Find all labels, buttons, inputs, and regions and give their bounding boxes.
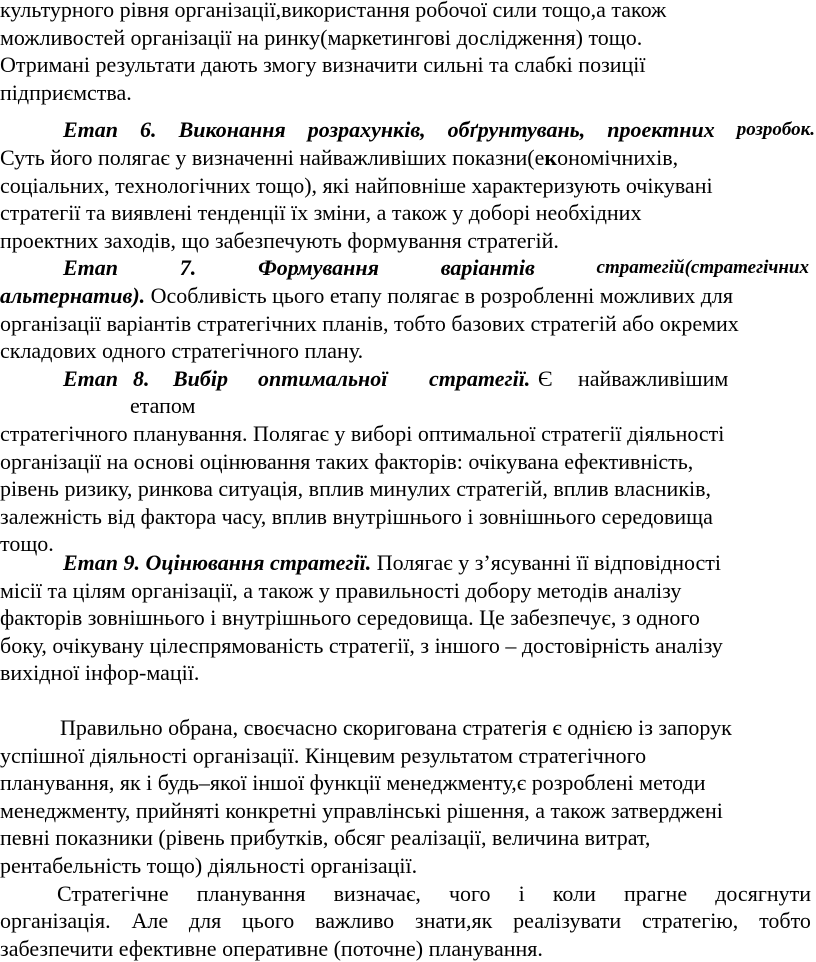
stage7-line-2 — [0, 282, 733, 309]
stage7-line-4: складових одного стратегічного плану. — [0, 338, 364, 363]
stage9-line-1 — [63, 549, 721, 576]
stage9-heading: Етап 9. Оцінювання стратегії. — [63, 550, 372, 575]
final-word: чого — [448, 881, 491, 906]
stage7-line-3: організації варіантів стратегічних планів, тобто базових стратегій або окремих — [0, 311, 739, 336]
stage7-text: Особливість цього етапу полягає в розробленні можливих для — [145, 283, 734, 308]
final-word: для — [188, 908, 222, 933]
final-word: визначає, — [333, 881, 421, 906]
stage8-word: Етап — [63, 366, 119, 391]
stage9-line-5: вихідної інфор-мації. — [0, 660, 200, 685]
final-word: і — [518, 881, 525, 906]
stage6-text-bold: к — [544, 145, 558, 170]
final-word: прагне — [623, 881, 688, 906]
stage8-line-5: рівень ризику, ринкова ситуація, вплив минулих стратегій, вплив власників, — [0, 476, 712, 501]
stage8-word: Вибір — [173, 366, 228, 391]
stage8-word: оптимальної — [258, 366, 388, 391]
stage6-word: Етап — [63, 117, 119, 142]
final-word: коли — [552, 881, 596, 906]
stage8-word: 8. — [133, 366, 150, 391]
intro-line-4: підприємства. — [0, 80, 132, 105]
final-word: Але — [131, 908, 169, 933]
final-line-1 — [57, 880, 811, 907]
stage8-word: Є — [538, 366, 553, 391]
final-word: реалізувати — [513, 908, 622, 933]
conclusion-line-4: менеджменту, прийняті конкретні управлінські рішення, а також затверджені — [0, 798, 723, 823]
final-word: планування — [196, 881, 306, 906]
final-word: важливо — [315, 908, 395, 933]
stage6-word: Виконання — [178, 117, 286, 142]
final-line-2 — [0, 907, 811, 934]
stage6-line-4: стратегії та виявлені тенденції їх зміни, а також у доборі необхідних — [0, 200, 642, 225]
intro-line-3: Отримані результати дають змогу визначити сильні та слабкі позиції — [0, 52, 646, 77]
stage8-line-6: залежність від фактора часу, вплив внутрішнього і зовнішнього середовища — [0, 504, 713, 529]
conclusion-line-5: певні показники (рівень прибутків, обсяг реалізації, величина витрат, — [0, 825, 651, 850]
final-word: тобто — [759, 908, 811, 933]
stage8-line-2: етапом — [130, 393, 196, 418]
conclusion-line-1: Правильно обрана, своєчасно скоригована стратегія є однією із запорук — [60, 715, 732, 740]
stage6-text: Суть його полягає у визначенні найважливіших показни(е — [0, 145, 545, 170]
stage9-text: Полягає у з’ясуванні її відповідності — [371, 550, 722, 575]
stage7-heading — [63, 254, 809, 281]
stage8-line-3: стратегічного планування. Полягає у виборі оптимальної стратегії діяльності — [0, 421, 725, 446]
stage8-line-4: організації на основі оцінювання таких факторів: очікувана ефективність, — [0, 449, 694, 474]
stage9-line-2: місії та цілям організації, а також у правильності добору методів аналізу — [0, 578, 682, 603]
final-word: організація. — [0, 908, 111, 933]
final-line-3: забезпечити ефективне оперативне (поточне) планування. — [0, 936, 543, 961]
stage6-word: розробок. — [736, 119, 815, 140]
stage6-line-2 — [0, 144, 678, 171]
stage6-line-5: проектних заходів, що забезпечують формування стратегій. — [0, 228, 559, 253]
stage6-word: 6. — [140, 117, 157, 142]
stage7-word: Формування — [258, 255, 379, 280]
stage6-word: розрахунків, — [307, 117, 426, 142]
stage7-word: Етап — [63, 255, 119, 280]
stage6-text: ономічнихів, — [557, 145, 679, 170]
stage7-word: стратегій(стратегічних — [596, 257, 809, 278]
stage7-heading-end: альтернатив). — [0, 283, 146, 308]
stage6-word: проектних — [607, 117, 715, 142]
stage7-word: 7. — [179, 255, 197, 280]
conclusion-line-3: планування, як і будь–якої іншої функції менеджменту,є розроблені методи — [0, 770, 706, 795]
intro-line-2: можливостей організації на ринку(маркетингові дослідження) тощо. — [0, 25, 643, 50]
stage6-word: обґрунтувань, — [447, 117, 586, 142]
final-word: досягнути — [715, 881, 811, 906]
stage6-heading — [63, 116, 815, 143]
stage8-word: стратегії. — [429, 366, 531, 391]
conclusion-line-6: рентабельність тощо) діяльності організації. — [0, 853, 418, 878]
stage9-line-4: боку, очікувану цілеспрямованість стратегії, з іншого – достовірність аналізу — [0, 633, 723, 658]
conclusion-line-2: успішної діяльності організації. Кінцевим результатом стратегічного — [0, 743, 647, 768]
stage7-word: варіантів — [440, 255, 535, 280]
final-word: стратегію, — [641, 908, 739, 933]
stage9-line-3: факторів зовнішнього і внутрішнього середовища. Це забезпечує, з одного — [0, 605, 700, 630]
intro-line-1: культурного рівня організації,використання робочої сили тощо,а також — [0, 0, 667, 22]
final-word: Стратегічне — [57, 881, 169, 906]
final-word: знати,як — [415, 908, 493, 933]
stage8-line-7: тощо. — [0, 531, 54, 556]
stage6-line-3: соціальних, технологічних тощо), які найповніше характеризують очікувані — [0, 173, 713, 198]
final-word: цього — [242, 908, 295, 933]
stage8-word: найважливішим — [578, 366, 729, 391]
